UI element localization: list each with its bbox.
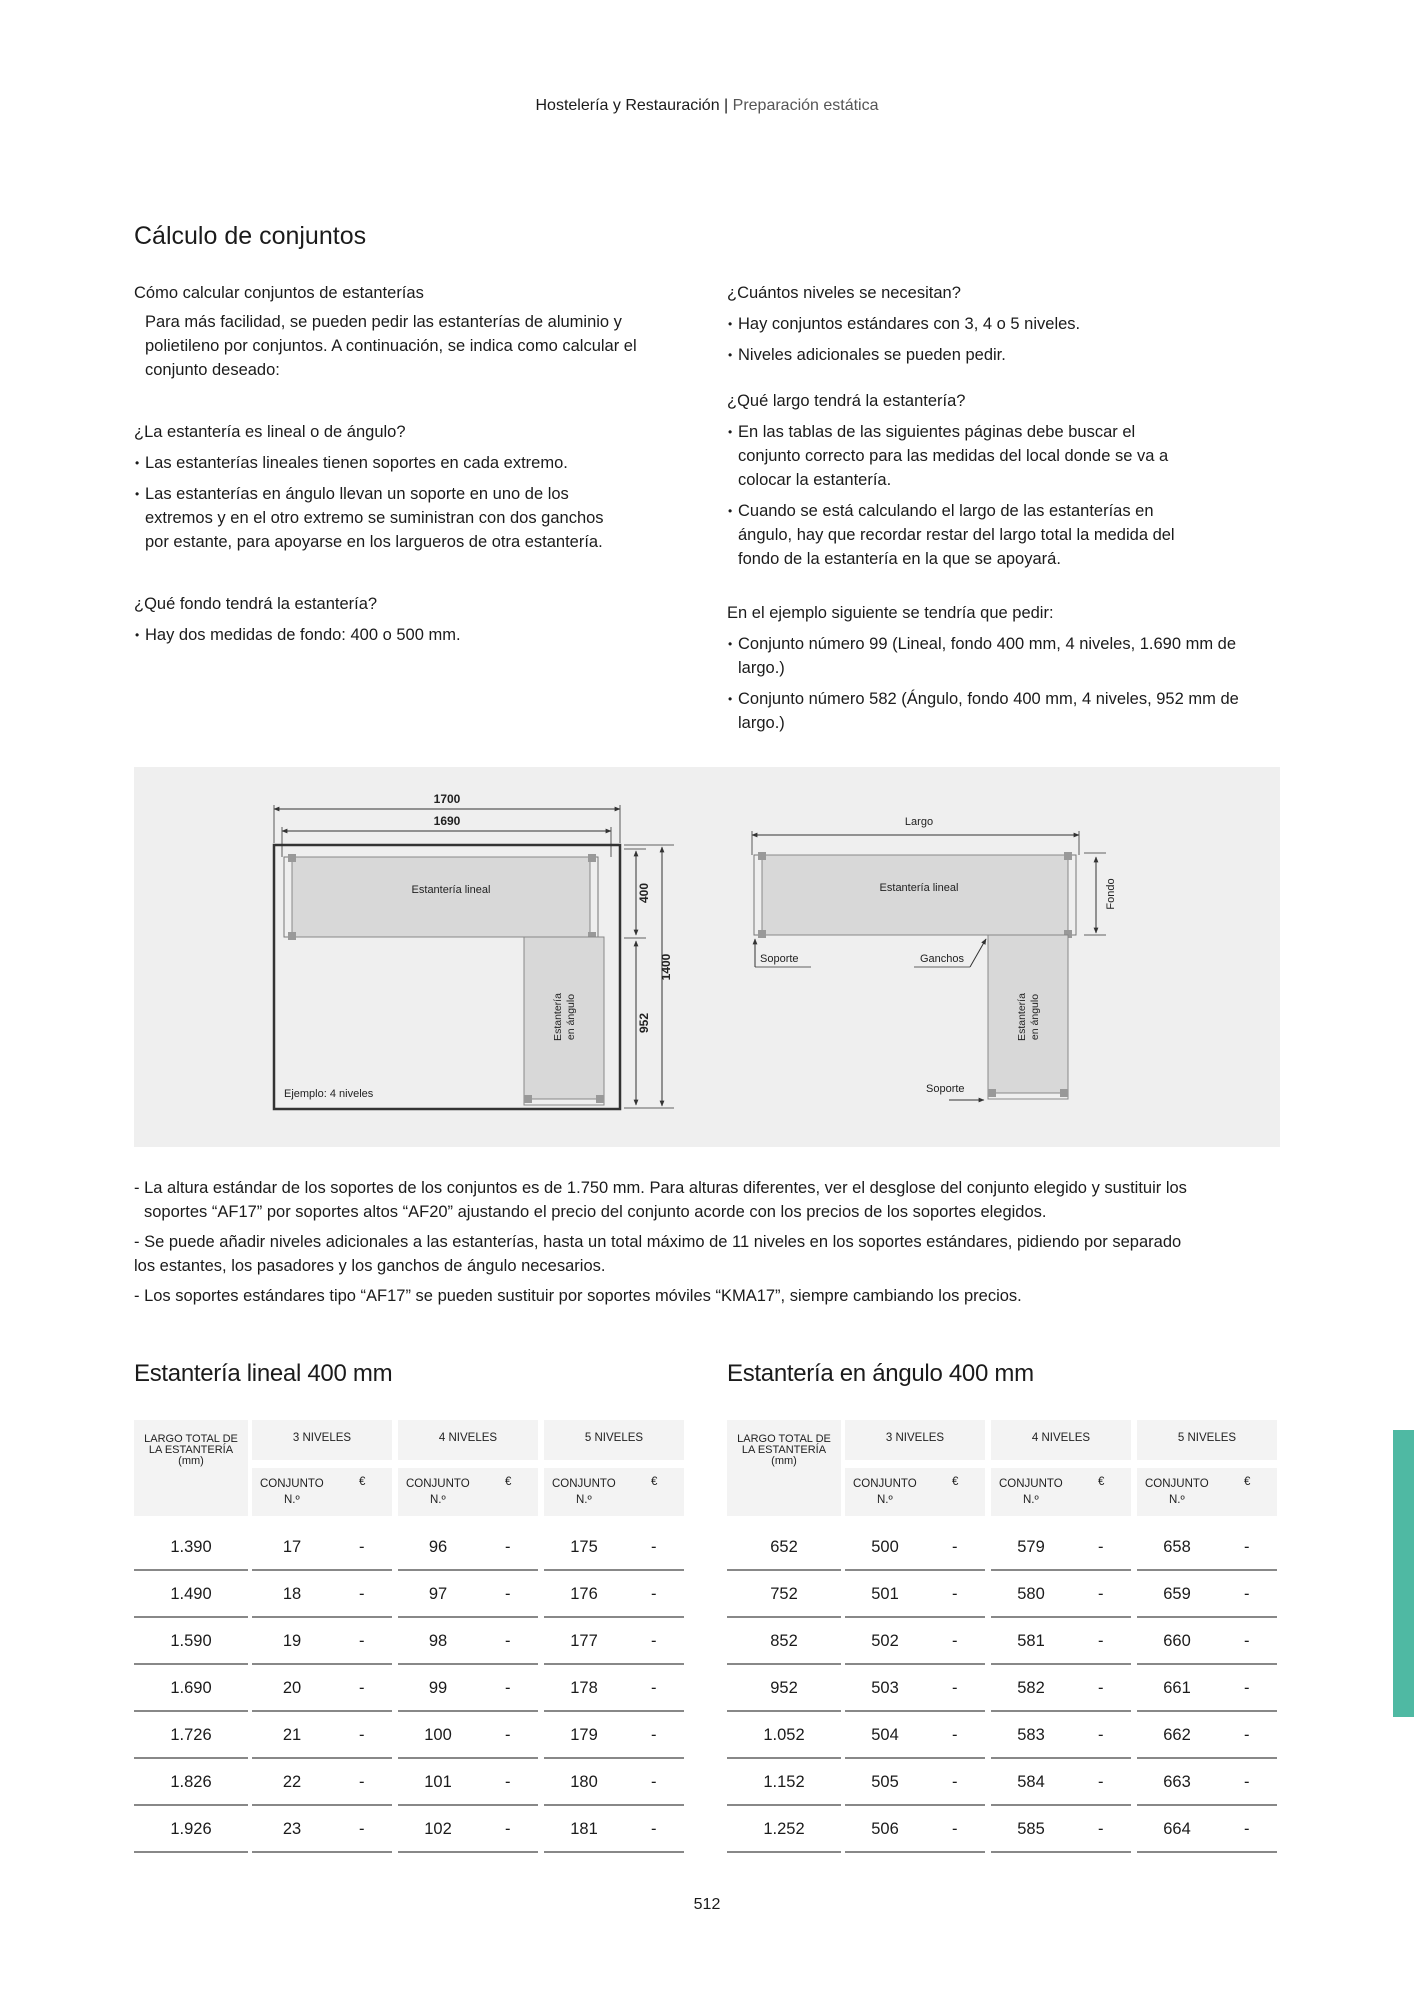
header-3-levels: 3 NIVELES <box>252 1420 392 1460</box>
example-intro: En el ejemplo siguiente se tendría que pedir: <box>727 604 1054 622</box>
table-cell <box>252 1759 392 1806</box>
set-number: 175 <box>570 1538 598 1556</box>
svg-text:400: 400 <box>637 882 651 904</box>
price-value: - <box>505 1585 511 1603</box>
length-value: 1.252 <box>763 1820 805 1838</box>
table-cell <box>252 1571 392 1618</box>
price-value: - <box>651 1585 657 1603</box>
table-cell <box>134 1712 248 1759</box>
header-4-levels: 4 NIVELES <box>398 1420 538 1460</box>
note-item: - Los soportes estándares tipo “AF17” se pueden sustituir por soportes móviles “KMA17”, siempre cambiando los precios. <box>134 1287 1022 1305</box>
length-value: 852 <box>770 1632 798 1650</box>
table-cell <box>544 1524 684 1571</box>
table-cell <box>1137 1665 1277 1712</box>
length-value: 652 <box>770 1538 798 1556</box>
set-number: 23 <box>282 1820 302 1838</box>
table-cell <box>252 1618 392 1665</box>
type-bullet: • Las estanterías lineales tienen soportes en cada extremo. <box>134 451 694 475</box>
set-number: 97 <box>428 1585 448 1603</box>
price-value: - <box>1244 1773 1250 1791</box>
price-value: - <box>359 1585 365 1603</box>
table-cell <box>134 1665 248 1712</box>
table-cell <box>727 1712 841 1759</box>
set-number: 583 <box>1017 1726 1045 1744</box>
table-cell <box>252 1806 392 1853</box>
price-value: - <box>651 1820 657 1838</box>
table-cell <box>845 1759 985 1806</box>
table-cell <box>1137 1759 1277 1806</box>
length-value: 1.826 <box>170 1773 212 1791</box>
section-side-tab <box>1393 1430 1414 1717</box>
price-value: - <box>1098 1726 1104 1744</box>
price-value: - <box>1244 1679 1250 1697</box>
table-cell <box>727 1665 841 1712</box>
price-value: - <box>952 1726 958 1744</box>
svg-text:Estantería: Estantería <box>1016 993 1028 1041</box>
header-5-levels: 5 NIVELES <box>544 1420 684 1460</box>
set-number: 17 <box>282 1538 302 1556</box>
price-value: - <box>505 1632 511 1650</box>
set-number: 661 <box>1163 1679 1191 1697</box>
table-cell <box>991 1665 1131 1712</box>
how-to-text: Para más facilidad, se pueden pedir las estanterías de aluminio y polietileno por conjuntos. A continuación, se indica como calcular el conjunto deseado: <box>145 313 637 379</box>
svg-text:952: 952 <box>637 1012 651 1034</box>
header-section: Hostelería y Restauración <box>535 97 720 114</box>
svg-text:Soporte: Soporte <box>926 1083 965 1095</box>
table-cell <box>252 1665 392 1712</box>
levels-bullet: • Niveles adicionales se pueden pedir. <box>727 343 1287 367</box>
price-value: - <box>359 1538 365 1556</box>
set-number: 100 <box>424 1726 452 1744</box>
layout-diagram <box>134 767 1280 1147</box>
table-cell <box>727 1759 841 1806</box>
table-cell <box>398 1524 538 1571</box>
length-value: 1.152 <box>763 1773 805 1791</box>
right-column <box>727 281 1287 735</box>
length-value: 1.690 <box>170 1679 212 1697</box>
table-cell <box>134 1618 248 1665</box>
set-number: 506 <box>871 1820 899 1838</box>
set-number: 99 <box>428 1679 448 1697</box>
set-number: 660 <box>1163 1632 1191 1650</box>
length-value: 752 <box>770 1585 798 1603</box>
svg-text:Estantería lineal: Estantería lineal <box>879 882 959 894</box>
price-value: - <box>1098 1773 1104 1791</box>
table-cell <box>134 1524 248 1571</box>
set-number: 658 <box>1163 1538 1191 1556</box>
header-3-levels: 3 NIVELES <box>845 1420 985 1460</box>
type-bullet: • Las estanterías en ángulo llevan un soporte en uno de los extremos y en el otro extremo se suministran con dos ganchos por estante, para apoyarse en los largueros de otra estantería. <box>134 482 694 554</box>
table-cell <box>1137 1618 1277 1665</box>
table-cell <box>134 1571 248 1618</box>
price-value: - <box>505 1820 511 1838</box>
price-value: - <box>952 1820 958 1838</box>
set-number: 181 <box>570 1820 598 1838</box>
set-number: 177 <box>570 1632 598 1650</box>
svg-text:1690: 1690 <box>433 814 461 828</box>
table-cell <box>727 1524 841 1571</box>
set-number: 98 <box>428 1632 448 1650</box>
subheader: CONJUNTO N.º € <box>252 1468 392 1516</box>
price-value: - <box>1244 1726 1250 1744</box>
price-value: - <box>651 1632 657 1650</box>
left-diagram <box>274 792 674 1109</box>
table-cell <box>134 1759 248 1806</box>
example-bullet: • Conjunto número 582 (Ángulo, fondo 400 mm, 4 niveles, 952 mm de largo.) <box>727 687 1287 735</box>
price-value: - <box>359 1773 365 1791</box>
svg-text:Largo: Largo <box>904 816 934 828</box>
set-number: 664 <box>1163 1820 1191 1838</box>
length-value: 1.390 <box>170 1538 212 1556</box>
svg-text:Soporte: Soporte <box>760 953 799 965</box>
set-number: 584 <box>1017 1773 1045 1791</box>
set-number: 101 <box>424 1773 452 1791</box>
table-cell <box>991 1806 1131 1853</box>
table-cell <box>991 1712 1131 1759</box>
price-value: - <box>651 1538 657 1556</box>
price-value: - <box>505 1538 511 1556</box>
table-cell <box>845 1571 985 1618</box>
table-cell <box>1137 1524 1277 1571</box>
table-cell <box>845 1712 985 1759</box>
price-value: - <box>505 1773 511 1791</box>
svg-text:Ejemplo: 4 niveles: Ejemplo: 4 niveles <box>284 1088 374 1100</box>
set-number: 18 <box>282 1585 302 1603</box>
set-number: 585 <box>1017 1820 1045 1838</box>
levels-question: ¿Cuántos niveles se necesitan? <box>727 284 961 302</box>
price-value: - <box>651 1679 657 1697</box>
set-number: 178 <box>570 1679 598 1697</box>
price-value: - <box>1098 1632 1104 1650</box>
notes <box>134 1176 1284 1314</box>
price-value: - <box>1244 1820 1250 1838</box>
table-cell <box>398 1712 538 1759</box>
subheader: CONJUNTO N.º € <box>1137 1468 1277 1516</box>
header-4-levels: 4 NIVELES <box>991 1420 1131 1460</box>
example-bullet: • Conjunto número 99 (Lineal, fondo 400 mm, 4 niveles, 1.690 mm de largo.) <box>727 632 1287 680</box>
type-question: ¿La estantería es lineal o de ángulo? <box>134 423 406 441</box>
set-number: 20 <box>282 1679 302 1697</box>
set-number: 102 <box>424 1820 452 1838</box>
length-question: ¿Qué largo tendrá la estantería? <box>727 392 966 410</box>
header-length: LARGO TOTAL DE LA ESTANTERÍA (mm) <box>134 1420 248 1516</box>
subheader: CONJUNTO N.º € <box>845 1468 985 1516</box>
how-to-heading: Cómo calcular conjuntos de estanterías <box>134 284 424 302</box>
table-cell <box>845 1618 985 1665</box>
svg-text:en ángulo: en ángulo <box>1029 993 1041 1041</box>
set-number: 21 <box>282 1726 302 1744</box>
table-cell <box>727 1571 841 1618</box>
depth-question: ¿Qué fondo tendrá la estantería? <box>134 595 378 613</box>
header-subsection: Preparación estática <box>732 97 879 114</box>
running-header <box>0 97 1414 115</box>
page-number: 512 <box>693 1896 721 1913</box>
price-value: - <box>651 1726 657 1744</box>
table-cell <box>398 1665 538 1712</box>
svg-text:1400: 1400 <box>659 953 673 981</box>
table-cell <box>398 1571 538 1618</box>
table-cell <box>991 1759 1131 1806</box>
set-number: 659 <box>1163 1585 1191 1603</box>
set-number: 176 <box>570 1585 598 1603</box>
header-5-levels: 5 NIVELES <box>1137 1420 1277 1460</box>
set-number: 500 <box>871 1538 899 1556</box>
price-value: - <box>952 1773 958 1791</box>
table-cell <box>398 1806 538 1853</box>
set-number: 19 <box>282 1632 302 1650</box>
price-value: - <box>952 1585 958 1603</box>
svg-text:en ángulo: en ángulo <box>565 993 577 1041</box>
set-number: 501 <box>871 1585 899 1603</box>
price-value: - <box>952 1632 958 1650</box>
set-number: 22 <box>282 1773 302 1791</box>
table-cell <box>1137 1712 1277 1759</box>
set-number: 503 <box>871 1679 899 1697</box>
set-number: 580 <box>1017 1585 1045 1603</box>
svg-text:Estantería: Estantería <box>552 993 564 1041</box>
set-number: 180 <box>570 1773 598 1791</box>
levels-bullet: • Hay conjuntos estándares con 3, 4 o 5 niveles. <box>727 312 1287 336</box>
price-value: - <box>505 1679 511 1697</box>
svg-text:Estantería lineal: Estantería lineal <box>411 884 491 896</box>
set-number: 96 <box>428 1538 448 1556</box>
table-cell <box>727 1618 841 1665</box>
note-item: - Se puede añadir niveles adicionales a las estanterías, hasta un total máximo de 11 niveles en los soportes estándares, pidiendo por separado los estantes, los pasadores y los ganchos de ángulo necesarios. <box>134 1233 1182 1275</box>
table-cell <box>991 1571 1131 1618</box>
price-value: - <box>651 1773 657 1791</box>
length-bullet: • Cuando se está calculando el largo de las estanterías en ángulo, hay que recordar restar del largo total la medida del fondo de la estantería en la que se apoyará. <box>727 499 1287 571</box>
table-cell <box>398 1618 538 1665</box>
page-title: Cálculo de conjuntos <box>134 222 367 250</box>
subheader: CONJUNTO N.º € <box>398 1468 538 1516</box>
price-value: - <box>952 1538 958 1556</box>
subheader: CONJUNTO N.º € <box>991 1468 1131 1516</box>
set-number: 581 <box>1017 1632 1045 1650</box>
table-title-angle: Estantería en ángulo 400 mm <box>727 1360 1034 1387</box>
table-cell <box>727 1806 841 1853</box>
set-number: 502 <box>871 1632 899 1650</box>
length-value: 1.052 <box>763 1726 805 1744</box>
price-value: - <box>952 1679 958 1697</box>
table-cell <box>544 1712 684 1759</box>
set-number: 179 <box>570 1726 598 1744</box>
table-cell <box>991 1524 1131 1571</box>
price-value: - <box>1244 1632 1250 1650</box>
length-value: 1.926 <box>170 1820 212 1838</box>
svg-text:Ganchos: Ganchos <box>920 953 965 965</box>
table-cell <box>544 1806 684 1853</box>
table-cell <box>1137 1571 1277 1618</box>
table-cell <box>544 1571 684 1618</box>
length-bullet: • En las tablas de las siguientes páginas debe buscar el conjunto correcto para las medidas del local donde se va a colocar la estantería. <box>727 420 1287 492</box>
length-value: 1.490 <box>170 1585 212 1603</box>
table-cell <box>845 1806 985 1853</box>
price-value: - <box>359 1679 365 1697</box>
table-cell <box>252 1712 392 1759</box>
table-cell <box>991 1618 1131 1665</box>
price-value: - <box>359 1820 365 1838</box>
price-value: - <box>1098 1538 1104 1556</box>
set-number: 663 <box>1163 1773 1191 1791</box>
price-value: - <box>1098 1679 1104 1697</box>
right-diagram <box>752 816 1117 1100</box>
table-cell <box>134 1806 248 1853</box>
price-value: - <box>1098 1585 1104 1603</box>
price-value: - <box>1098 1820 1104 1838</box>
set-number: 662 <box>1163 1726 1191 1744</box>
length-value: 1.726 <box>170 1726 212 1744</box>
price-value: - <box>1244 1585 1250 1603</box>
set-number: 582 <box>1017 1679 1045 1697</box>
note-item: - La altura estándar de los soportes de los conjuntos es de 1.750 mm. Para alturas diferentes, ver el desglose del conjunto elegido y sustituir los soportes “AF17” por soportes altos “AF20” ajustando el precio del conjunto acorde con los precios de los soportes elegidos. <box>134 1179 1187 1221</box>
table-cell <box>252 1524 392 1571</box>
svg-text:1700: 1700 <box>433 792 461 806</box>
set-number: 505 <box>871 1773 899 1791</box>
set-number: 579 <box>1017 1538 1045 1556</box>
table-cell <box>845 1665 985 1712</box>
length-value: 1.590 <box>170 1632 212 1650</box>
left-column <box>134 281 694 647</box>
table-cell <box>544 1618 684 1665</box>
price-value: - <box>359 1632 365 1650</box>
depth-bullet: • Hay dos medidas de fondo: 400 o 500 mm. <box>134 623 694 647</box>
svg-text:Fondo: Fondo <box>1105 878 1117 910</box>
table-title-linear: Estantería lineal 400 mm <box>134 1360 393 1387</box>
table-cell <box>544 1665 684 1712</box>
length-value: 952 <box>770 1679 798 1697</box>
table-cell <box>1137 1806 1277 1853</box>
header-separator: | <box>719 97 733 114</box>
price-value: - <box>1244 1538 1250 1556</box>
price-value: - <box>359 1726 365 1744</box>
table-cell <box>845 1524 985 1571</box>
set-number: 504 <box>871 1726 899 1744</box>
price-value: - <box>505 1726 511 1744</box>
table-cell <box>544 1759 684 1806</box>
header-length: LARGO TOTAL DE LA ESTANTERÍA (mm) <box>727 1420 841 1516</box>
subheader: CONJUNTO N.º € <box>544 1468 684 1516</box>
table-cell <box>398 1759 538 1806</box>
